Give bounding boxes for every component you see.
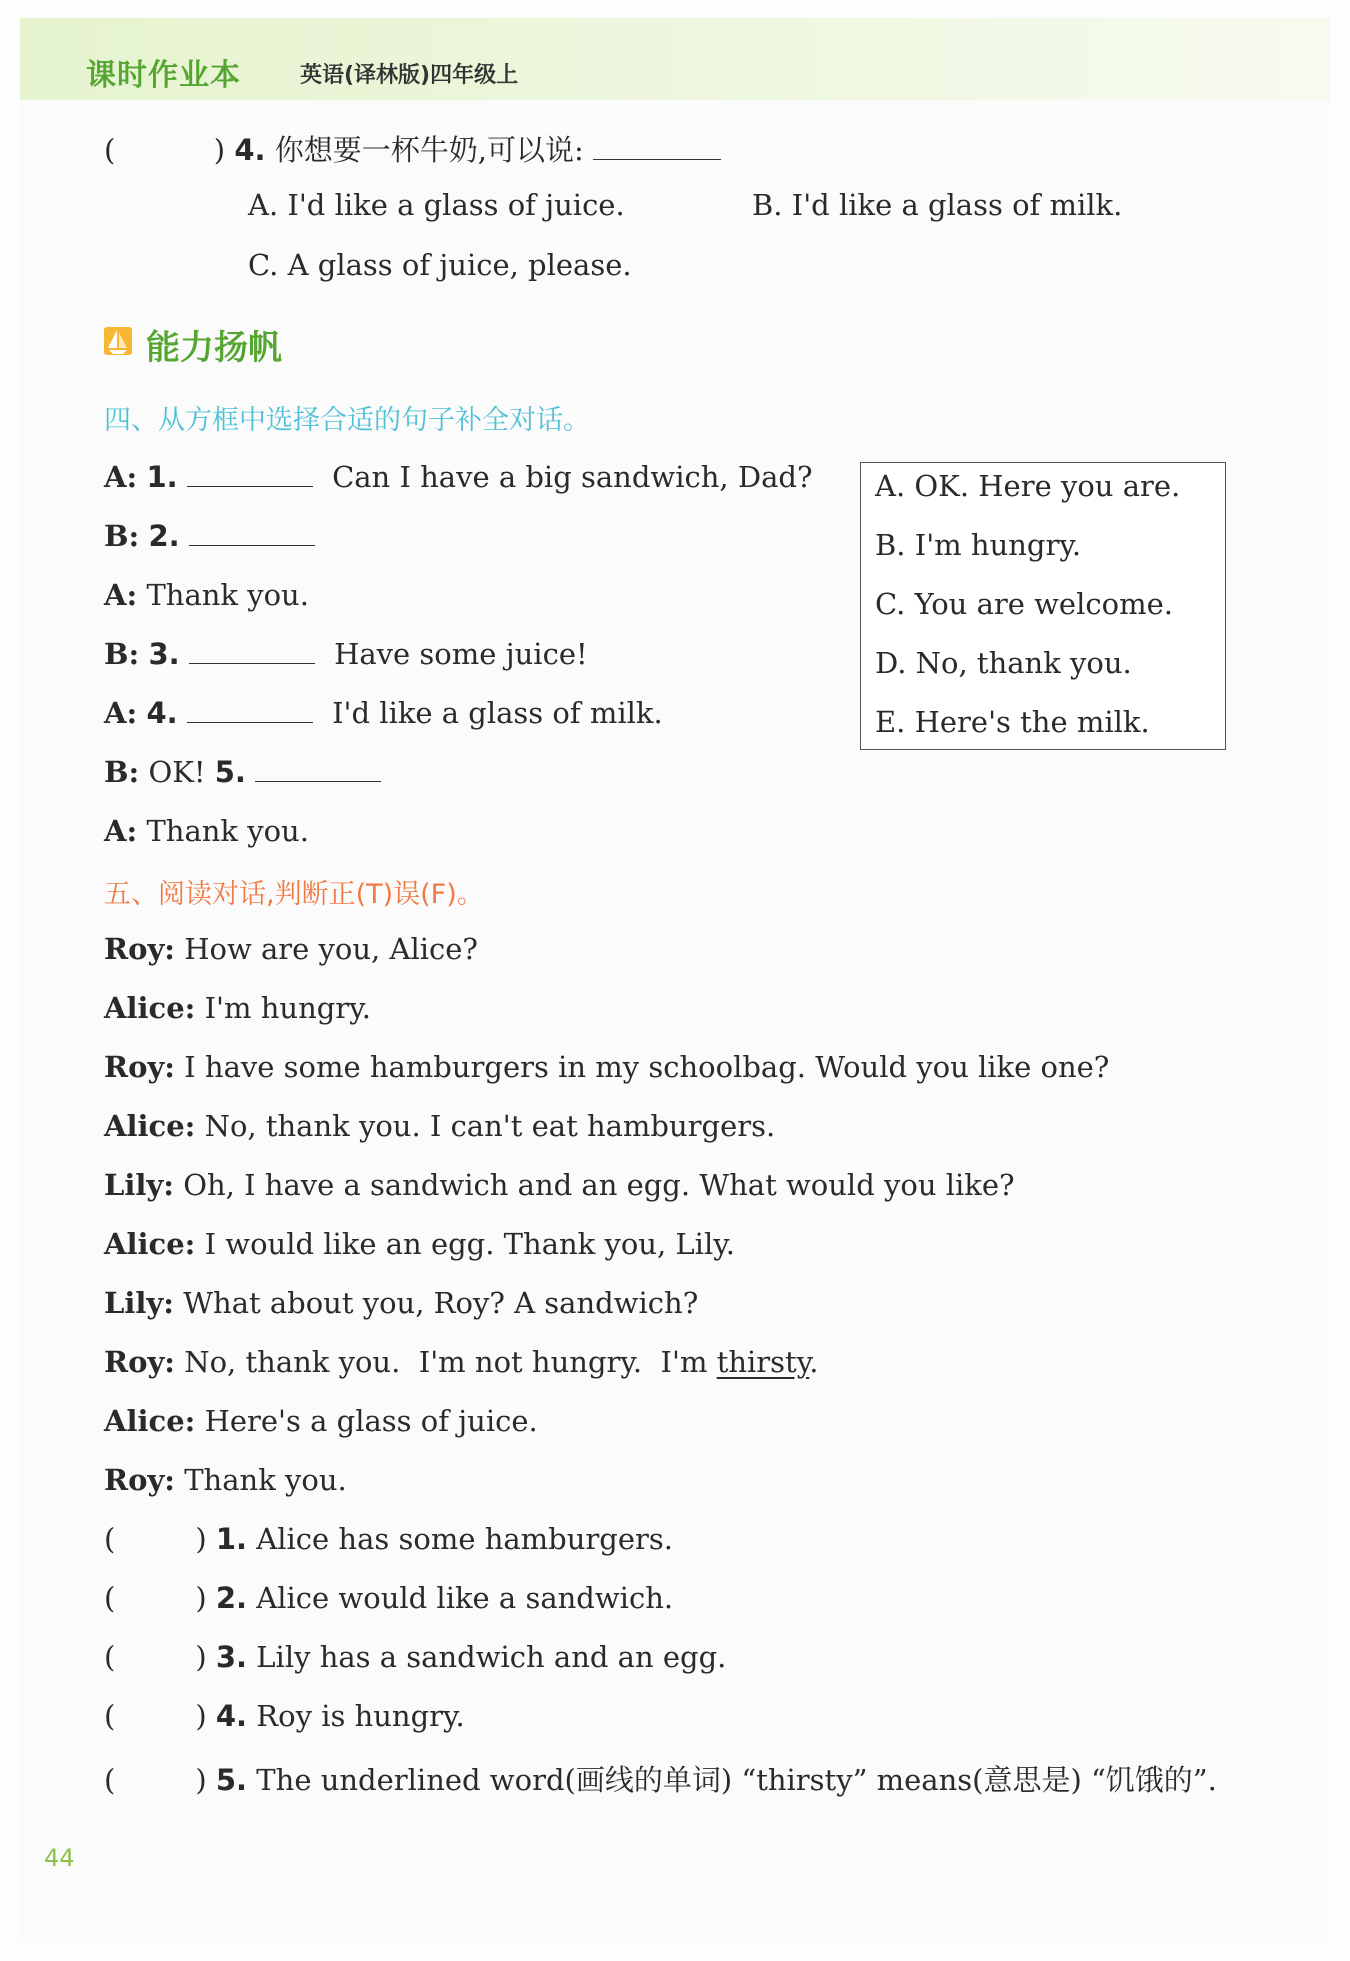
reading-line: [104, 1463, 347, 1497]
page-number: 44: [44, 1844, 75, 1872]
question-prompt: 你想要一杯牛奶,可以说:: [274, 133, 584, 167]
answer-paren-close: ): [195, 1699, 207, 1733]
tf-statement: [104, 1581, 673, 1615]
speaker: Roy:: [104, 1050, 175, 1084]
speaker: Alice:: [104, 1227, 196, 1261]
answer-paren-open: (: [104, 1699, 116, 1733]
options-box: [860, 462, 1226, 750]
answer-paren-close: ): [195, 1522, 207, 1556]
statement-text: Lily has a sandwich and an egg.: [256, 1640, 727, 1674]
section-title: 能力扬帆: [146, 328, 282, 368]
line-text: Can I have a big sandwich, Dad?: [332, 460, 813, 494]
speaker: Roy:: [104, 1345, 175, 1379]
line-text: I'd like a glass of milk.: [332, 696, 663, 730]
line-text: No, thank you. I can't eat hamburgers.: [204, 1109, 776, 1143]
answer-paren-close: ): [195, 1640, 207, 1674]
blank-number: 5.: [214, 755, 246, 789]
line-text: OK!: [148, 755, 206, 789]
blank-number: 4.: [146, 696, 178, 730]
line-text: Thank you.: [146, 814, 309, 848]
reading-line: [104, 1404, 538, 1438]
task4-title: 四、从方框中选择合适的句子补全对话。: [104, 405, 590, 436]
answer-blank-4[interactable]: [187, 721, 313, 723]
option-e: E. Here's the milk.: [875, 705, 1150, 739]
answer-paren-close: ): [195, 1581, 207, 1615]
option-a: A. OK. Here you are.: [875, 469, 1181, 503]
statement-number: 3.: [215, 1640, 248, 1674]
answer-paren-open: (: [104, 133, 116, 167]
statement-text: Alice would like a sandwich.: [256, 1581, 674, 1615]
reading-line: [104, 1286, 698, 1320]
speaker: A:: [104, 578, 138, 612]
dialogue-line-5: [104, 696, 663, 730]
statement-text: The underlined word(画线的单词) “thirsty” means(意思是) “饥饿的”.: [256, 1763, 1217, 1797]
speaker: Lily:: [104, 1286, 174, 1320]
speaker: A:: [104, 460, 138, 494]
statement-number: 5.: [215, 1763, 248, 1797]
line-text: I'm hungry.: [204, 991, 371, 1025]
blank-number: 3.: [148, 637, 180, 671]
speaker: B:: [104, 519, 140, 553]
reading-line: [104, 932, 478, 966]
reading-line: [104, 1227, 735, 1261]
reading-line: [104, 1050, 1109, 1084]
tf-statement: [104, 1758, 1217, 1799]
tf-statement: [104, 1522, 673, 1556]
option-b: B. I'm hungry.: [875, 528, 1082, 562]
tf-statement: [104, 1699, 465, 1733]
q4-option-a: A. I'd like a glass of juice.: [248, 188, 625, 222]
speaker: A:: [104, 696, 138, 730]
line-text: I would like an egg. Thank you, Lily.: [204, 1227, 735, 1261]
blank-number: 2.: [148, 519, 180, 553]
speaker: B:: [104, 755, 140, 789]
statement-text: Roy is hungry.: [256, 1699, 465, 1733]
line-text-end: .: [809, 1345, 819, 1379]
answer-blank-1[interactable]: [187, 485, 313, 487]
reading-line: [104, 1109, 775, 1143]
reading-line: [104, 1168, 1015, 1202]
statement-text: Alice has some hamburgers.: [256, 1522, 673, 1556]
reading-line: [104, 991, 371, 1025]
line-text: Oh, I have a sandwich and an egg. What would you like?: [183, 1168, 1015, 1202]
dialogue-line-1: [104, 460, 813, 494]
speaker: Roy:: [104, 1463, 175, 1497]
q4-option-b: B. I'd like a glass of milk.: [752, 188, 1123, 222]
answer-paren-close: ): [213, 133, 226, 167]
underlined-word: thirsty: [716, 1345, 810, 1379]
speaker: Lily:: [104, 1168, 174, 1202]
answer-paren-open: (: [104, 1640, 116, 1674]
answer-paren-close: ): [195, 1763, 207, 1797]
dialogue-line-2: [104, 519, 315, 553]
answer-blank-2[interactable]: [189, 544, 315, 546]
line-text: Thank you.: [184, 1463, 347, 1497]
speaker: B:: [104, 637, 140, 671]
line-text: Here's a glass of juice.: [204, 1404, 538, 1438]
book-subtitle: 英语(译林版)四年级上: [300, 63, 519, 88]
task5-title: 五、阅读对话,判断正(T)误(F)。: [104, 879, 484, 910]
dialogue-line-7: [104, 814, 309, 848]
answer-blank-3[interactable]: [189, 662, 315, 664]
statement-number: 4.: [215, 1699, 248, 1733]
speaker: A:: [104, 814, 138, 848]
option-c: C. You are welcome.: [875, 587, 1173, 621]
dialogue-line-3: [104, 578, 309, 612]
speaker: Alice:: [104, 1109, 196, 1143]
line-text: Thank you.: [146, 578, 309, 612]
answer-blank[interactable]: [593, 158, 721, 160]
speaker: Alice:: [104, 1404, 196, 1438]
reading-line: [104, 1345, 818, 1379]
line-text: No, thank you. I'm not hungry. I'm: [184, 1345, 717, 1379]
book-title: 课时作业本: [86, 58, 241, 93]
line-text: How are you, Alice?: [184, 932, 478, 966]
dialogue-line-4: [104, 637, 588, 671]
speaker: Alice:: [104, 991, 196, 1025]
dialogue-line-6: [104, 755, 381, 789]
line-text: Have some juice!: [334, 637, 588, 671]
q4-row: [104, 128, 721, 169]
answer-paren-open: (: [104, 1522, 116, 1556]
line-text: I have some hamburgers in my schoolbag. Would you like one?: [184, 1050, 1110, 1084]
answer-blank-5[interactable]: [255, 780, 381, 782]
answer-paren-open: (: [104, 1581, 116, 1615]
answer-paren-open: (: [104, 1763, 116, 1797]
tf-statement: [104, 1640, 726, 1674]
q4-option-c: C. A glass of juice, please.: [248, 248, 632, 282]
blank-number: 1.: [146, 460, 178, 494]
sailboat-icon: [103, 326, 133, 356]
line-text: What about you, Roy? A sandwich?: [183, 1286, 699, 1320]
statement-number: 2.: [215, 1581, 248, 1615]
option-d: D. No, thank you.: [875, 646, 1132, 680]
question-number: 4.: [234, 133, 266, 167]
statement-number: 1.: [215, 1522, 248, 1556]
speaker: Roy:: [104, 932, 175, 966]
